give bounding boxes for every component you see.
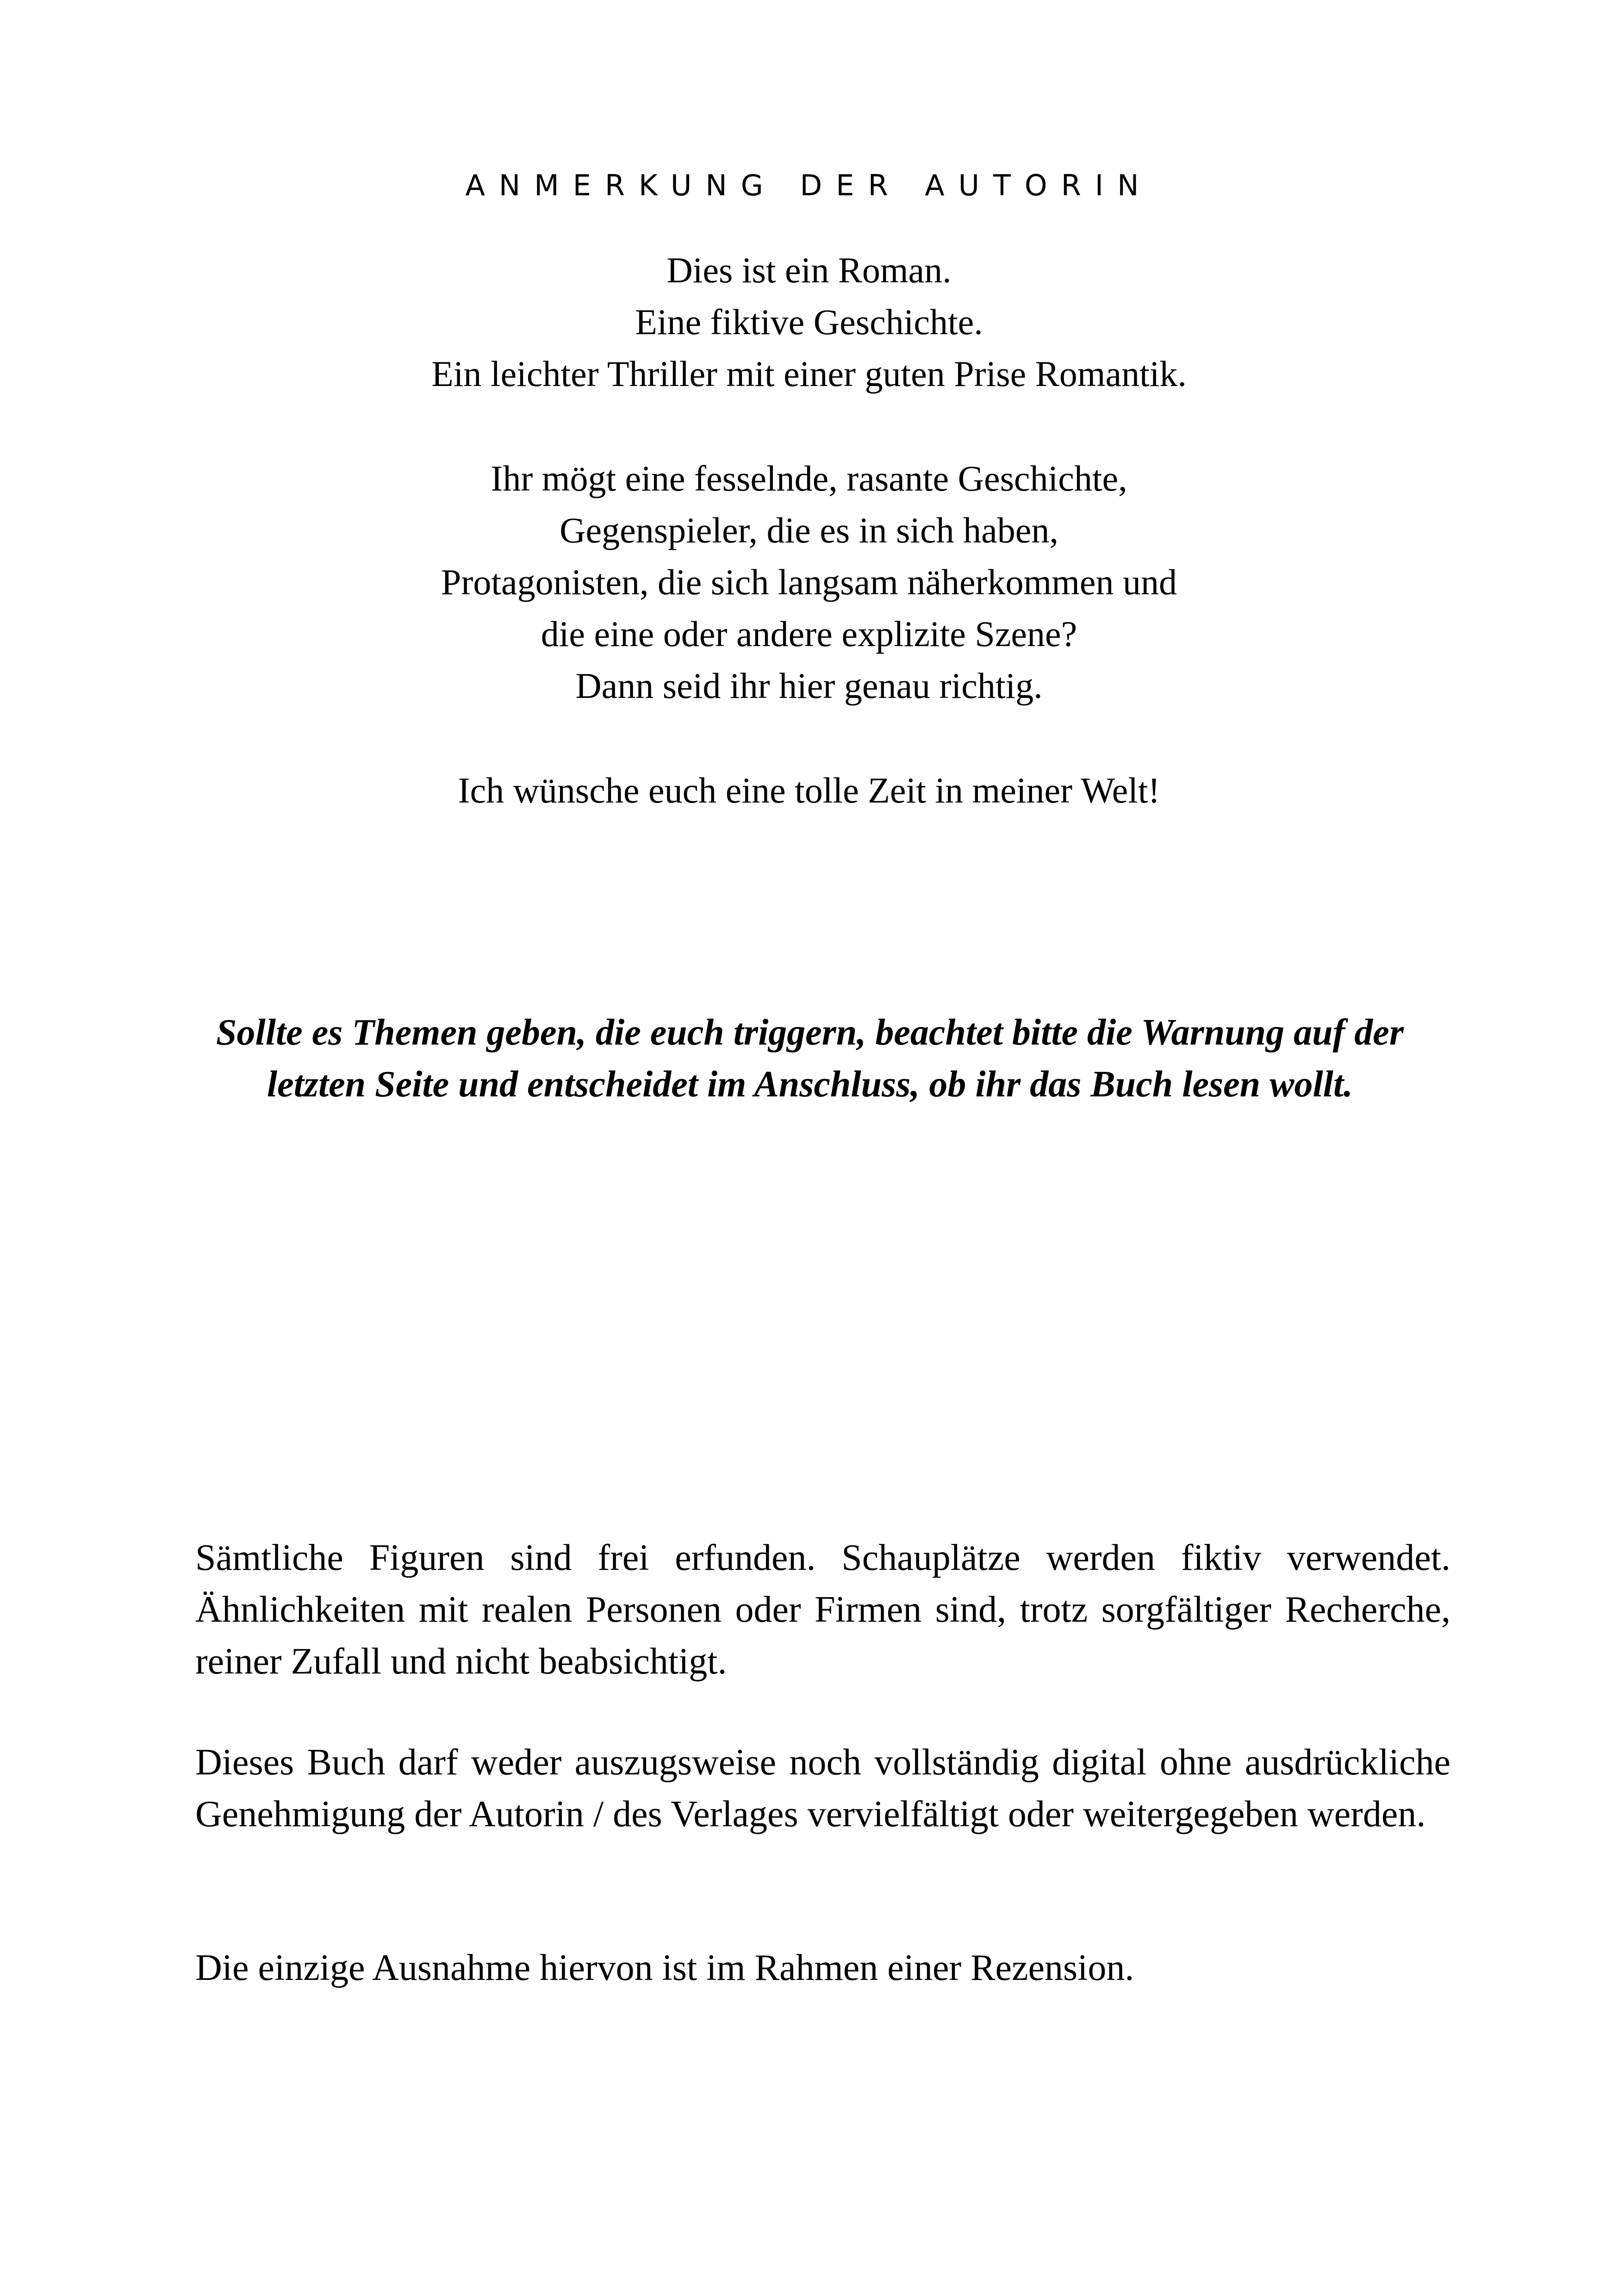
legal-paragraph-fiction: Sämtliche Figuren sind frei erfunden. Schauplätze werden fiktiv verwendet. Ähnlichkeiten mit realen Personen oder Firmen sind, trotz sorgfältiger Recherche, reiner Zufall und nicht beabsichtigt. — [195, 1537, 1450, 1682]
legal-paragraph-copyright: Dieses Buch darf weder auszugsweise noch vollständig digital ohne ausdrückliche Genehmigung der Autorin / des Verlages vervielfältigt oder weitergegeben werden. — [195, 1742, 1450, 1835]
offer-line: Ihr mögt eine fesselnde, rasante Geschichte, — [491, 458, 1127, 498]
offer-line: die eine oder andere explizite Szene? — [541, 614, 1077, 654]
intro-block — [0, 244, 1618, 400]
page-title: ANMERKUNG DER AUTORIN — [465, 168, 1153, 202]
legal-paragraph-exception: Die einzige Ausnahme hiervon ist im Rahmen einer Rezension. — [195, 1948, 1134, 1988]
offer-block — [0, 453, 1618, 712]
intro-line: Ein leichter Thriller mit einer guten Prise Romantik. — [431, 354, 1187, 394]
offer-line: Gegenspieler, die es in sich haben, — [560, 510, 1058, 550]
offer-line: Dann seid ihr hier genau richtig. — [575, 666, 1043, 706]
intro-line: Eine fiktive Geschichte. — [635, 302, 983, 342]
trigger-warning-note: Sollte es Themen geben, die euch triggern, beachtet bitte die Warnung auf der letzten Seite und entscheidet im Anschluss, ob ihr das Buch lesen wollt. — [216, 1012, 1404, 1105]
wish-text: Ich wünsche euch eine tolle Zeit in meiner Welt! — [458, 770, 1160, 810]
intro-line: Dies ist ein Roman. — [666, 250, 952, 290]
offer-line: Protagonisten, die sich langsam näherkommen und — [441, 562, 1177, 602]
